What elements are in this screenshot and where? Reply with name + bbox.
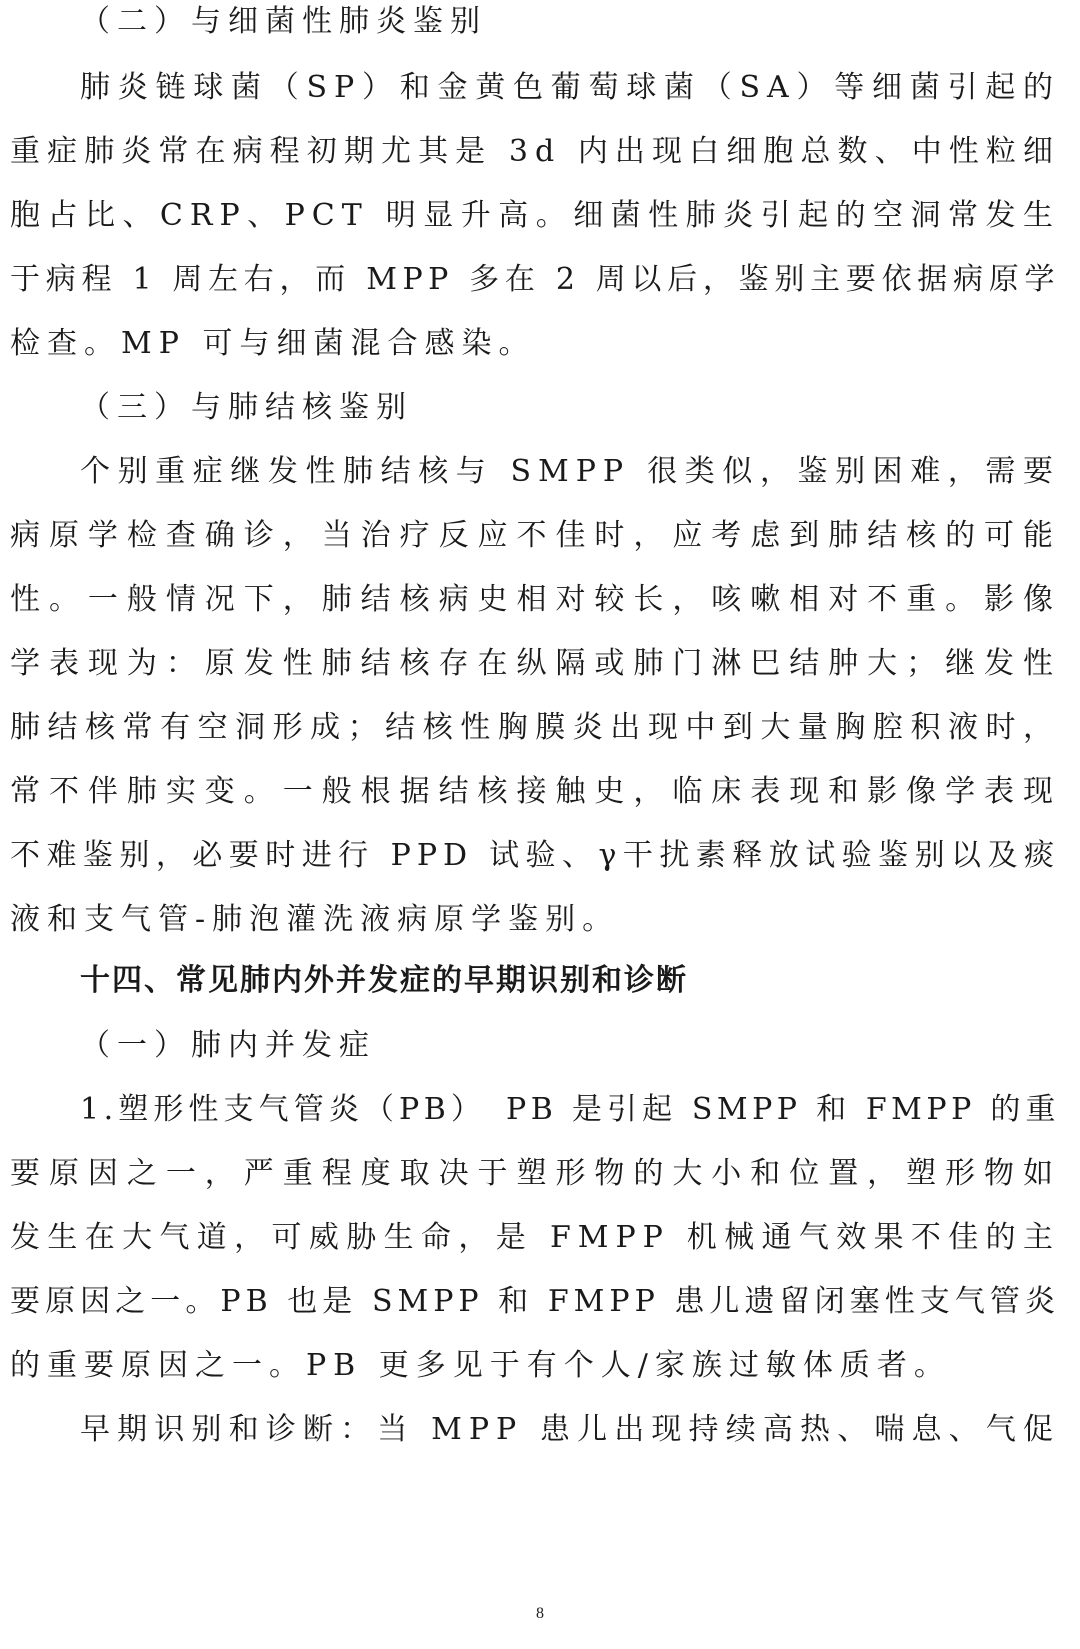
paragraph-line: 于病程 1 周左右，而 MPP 多在 2 周以后，鉴别主要依据病原学 [10,262,1060,297]
subsection-heading-pulmonary: （一）肺内并发症 [80,1028,376,1063]
paragraph-line: 的重要原因之一。PB 更多见于有个人/家族过敏体质者。 [10,1348,951,1383]
paragraph-line: 早期识别和诊断：当 MPP 患儿出现持续高热、喘息、气促 [80,1412,1060,1447]
paragraph-line: 个别重症继发性肺结核与 SMPP 很类似，鉴别困难，需要 [80,454,1060,489]
paragraph-line: 不难鉴别，必要时进行 PPD 试验、γ干扰素释放试验鉴别以及痰 [10,838,1060,873]
page-number: 8 [536,1605,544,1622]
paragraph-line: 肺炎链球菌（SP）和金黄色葡萄球菌（SA）等细菌引起的 [80,70,1060,105]
paragraph-line: 学表现为：原发性肺结核存在纵隔或肺门淋巴结肿大；继发性 [10,646,1060,681]
paragraph-line: 发生在大气道，可威胁生命，是 FMPP 机械通气效果不佳的主 [10,1220,1060,1255]
paragraph-line: 胞占比、CRP、PCT 明显升高。细菌性肺炎引起的空洞常发生 [10,198,1060,233]
paragraph-line: 检查。MP 可与细菌混合感染。 [10,326,536,361]
paragraph-line: 病原学检查确诊，当治疗反应不佳时，应考虑到肺结核的可能 [10,518,1060,553]
paragraph-line: 性。一般情况下，肺结核病史相对较长，咳嗽相对不重。影像 [10,582,1060,617]
paragraph-line: 要原因之一，严重程度取决于塑形物的大小和位置，塑形物如 [10,1156,1060,1191]
section-heading-tuberculosis: （三）与肺结核鉴别 [80,390,413,425]
paragraph-line: 重症肺炎常在病程初期尤其是 3d 内出现白细胞总数、中性粒细 [10,134,1060,169]
paragraph-line: 肺结核常有空洞形成；结核性胸膜炎出现中到大量胸腔积液时， [10,710,1060,745]
paragraph-line: 常不伴肺实变。一般根据结核接触史，临床表现和影像学表现 [10,774,1060,809]
section-heading-bacterial-pneumonia: （二）与细菌性肺炎鉴别 [80,4,487,39]
paragraph-line: 要原因之一。PB 也是 SMPP 和 FMPP 患儿遗留闭塞性支气管炎 [10,1284,1060,1319]
paragraph-line: 液和支气管-肺泡灌洗液病原学鉴别。 [10,902,620,937]
chapter-heading-complications: 十四、常见肺内外并发症的早期识别和诊断 [80,963,688,998]
paragraph-line: 1.塑形性支气管炎（PB） PB 是引起 SMPP 和 FMPP 的重 [80,1092,1060,1127]
